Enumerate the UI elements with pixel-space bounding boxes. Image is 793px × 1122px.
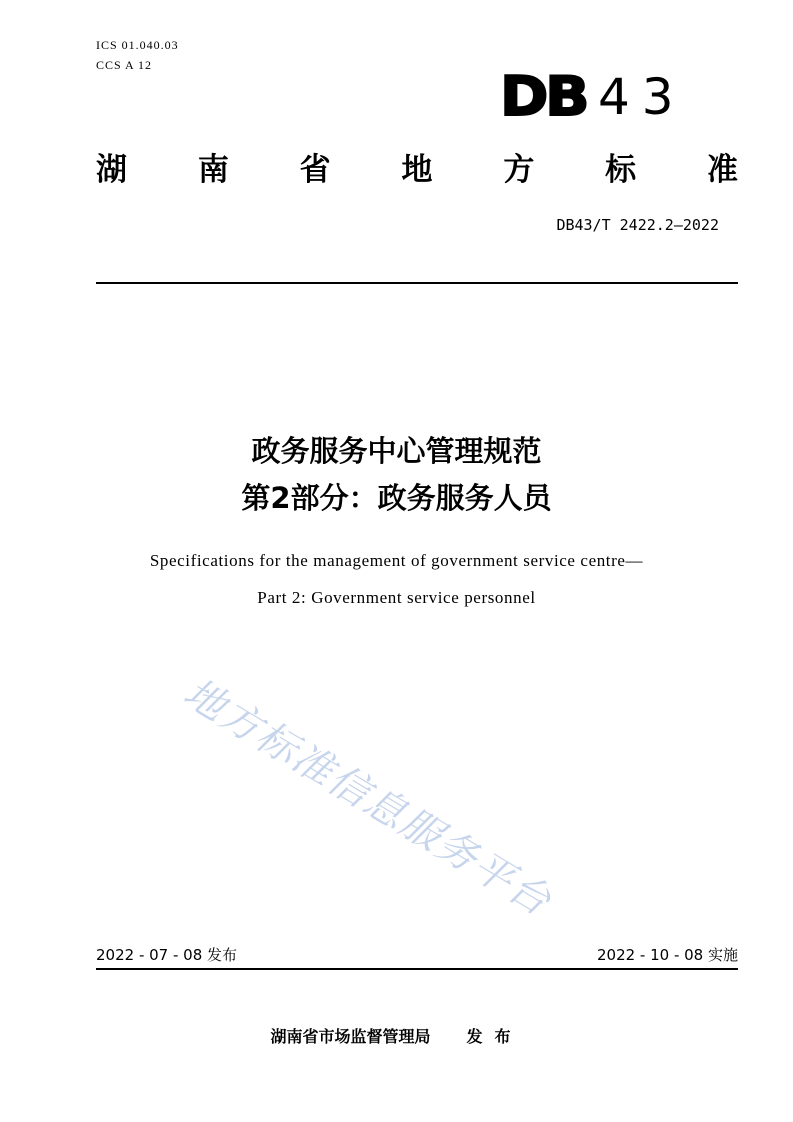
standard-mark <box>500 65 686 128</box>
publisher <box>0 1024 793 1047</box>
standard-type-char: 省 <box>299 152 331 188</box>
standard-type-char: 方 <box>503 152 535 188</box>
issue-date: 2022 - 07 - 08 发布 <box>96 946 238 964</box>
ics-code: ICS 01.040.03 <box>96 38 179 52</box>
standard-type-char: 湖 <box>96 152 127 188</box>
standard-type-char: 标 <box>605 152 637 188</box>
implementation-date: 2022 - 10 - 08 实施 <box>596 946 738 964</box>
standard-type-char: 准 <box>706 152 738 188</box>
top-divider <box>96 282 738 284</box>
publisher-name: 湖南省市场监督管理局 <box>270 1027 431 1046</box>
bottom-divider <box>96 968 738 970</box>
publisher-action: 发布 <box>466 1027 523 1046</box>
standard-type-char: 南 <box>197 152 229 188</box>
title-cn-line2: 第2部分：政务服务人员 <box>241 481 552 515</box>
title-en-line1: Specifications for the management of government service centre— <box>149 551 644 570</box>
title-cn-line1: 政务服务中心管理规范 <box>251 434 542 468</box>
title-en-line2: Part 2: Government service personnel <box>257 588 536 607</box>
standard-mark-code: 43 <box>597 68 686 126</box>
standard-type-heading <box>96 148 738 192</box>
watermark: 地方标准信息服务平台 <box>175 669 560 926</box>
standard-type-char: 地 <box>401 152 433 188</box>
ccs-code: CCS A 12 <box>96 58 153 72</box>
standard-mark-prefix: DB <box>500 65 587 128</box>
standard-number: DB43/T 2422.2—2022 <box>556 216 719 234</box>
